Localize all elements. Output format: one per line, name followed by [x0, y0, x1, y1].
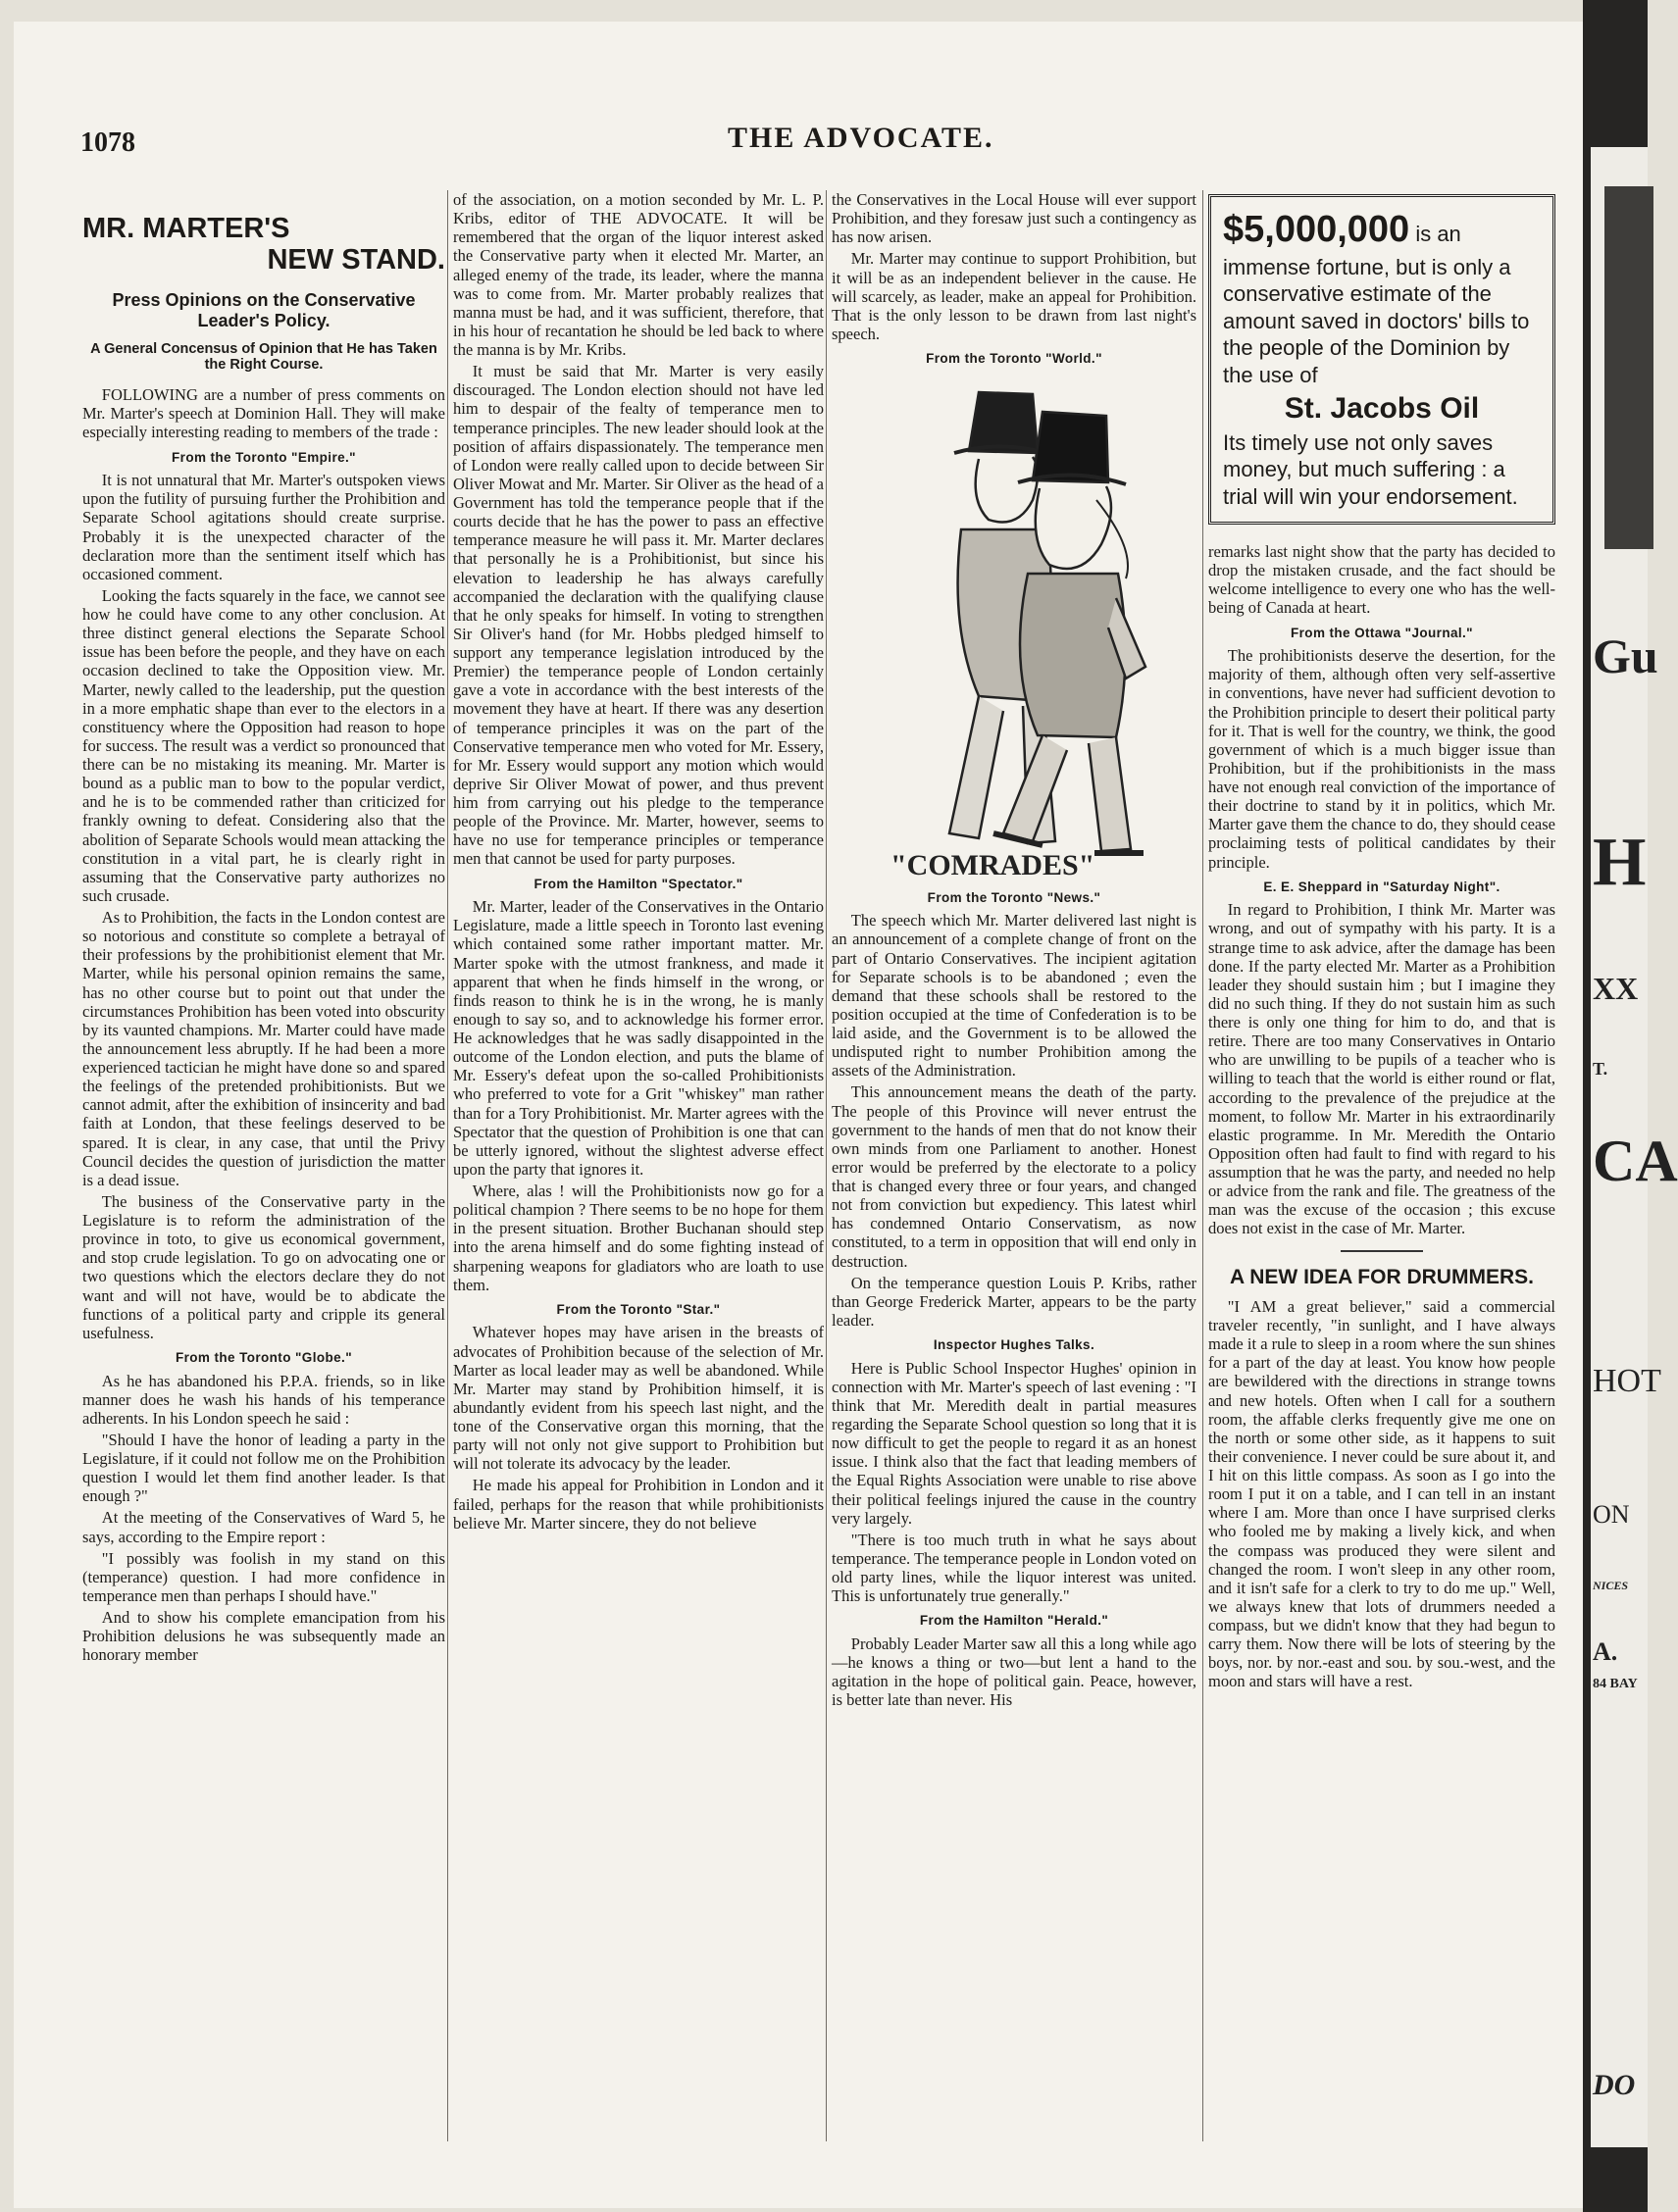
article-subsubtitle: A General Concensus of Opinion that He has Taken the Right Course.: [90, 340, 437, 374]
paragraph: "I AM a great believer," said a commercial traveler recently, "in sunlight, and I have always made it a rule to sleep in a room where the sun shines for a part of the day at least. You know how people are bewildered with the directions in strange towns and new hotels. Often when I call for a southern room, the affable clerks frequently give me one on the north or some other side, as it happens to suit their convenience. I never could be sure about it, and I hit on this little compass. As soon as I go into the room I put it on a table, and I can tell in an instant where I am. More than once I have surprised clerks who fooled me by making a lively kick, and when the compass was produced they were silent and changed the room. I won't sleep in any other room, and it isn't safe for a clerk to try to do me up." Well, we always knew that lots of drummers needed a compass, but we didn't know that they had begun to carry them. Now there will be lots of steering by the boys, nor. by nor.-east and sou. by sou.-west, and the moon and stars will have a rest.: [1208, 1296, 1555, 1691]
headline-line-2: NEW STAND.: [267, 243, 445, 276]
section-divider: [1341, 1250, 1423, 1252]
paragraph: "Should I have the honor of leading a party in the Legislature, if it could not follow me on the Prohibition question I would let them find another leader. Is that enough ?": [82, 1430, 445, 1506]
ad-brand: St. Jacobs Oil: [1284, 392, 1480, 425]
cartoon-illustration: [832, 373, 1196, 882]
neighbor-text: ON: [1593, 1500, 1630, 1529]
column-4: [1208, 190, 1555, 1694]
paragraph: It is not unnatural that Mr. Marter's outspoken views upon the futility of pursuing further the Prohibition and Separate School agitations should create surprise. Probably it is the unexpected character of the declaration more than the sentiment itself which has occasioned comment.: [82, 471, 445, 583]
paragraph: of the association, on a motion seconded by Mr. L. P. Kribs, editor of THE ADVOCATE. It will be remembered that the organ of the liquor interest asked the Conservative party when it elected Mr. Marter, an alleged enemy of the trade, its leader, where the manna was to come from. Mr. Marter probably realizes that manna must be had, and it was sufficient, therefore, that in his hour of recantation he should be led back to where the manna is by Mr. Kribs.: [453, 190, 824, 359]
column-rule: [1202, 190, 1203, 2141]
neighbor-text: T.: [1593, 1059, 1608, 1079]
paragraph: Whatever hopes may have arisen in the breasts of advocates of Prohibition because of the selection of Mr. Marter as local leader may as well be abandoned. While Mr. Marter may stand by Prohibition himself, it is abundantly evident from his speech last night, and the tone of the Conservative organ this morning, that the party will not only not give support to Prohibition but will not tolerate its advocacy by the leader.: [453, 1323, 824, 1474]
paragraph: On the temperance question Louis P. Kribs, rather than George Frederick Marter, appears to be the party leader.: [832, 1273, 1196, 1330]
paragraph: FOLLOWING are a number of press comments on Mr. Marter's speech at Dominion Hall. They will make especially interesting reading to members of the trade :: [82, 385, 445, 442]
column-2: [453, 190, 824, 1535]
column-rule: [447, 190, 448, 2141]
ad-line-3: Its timely use not only saves money, but much suffering : a trial will win your endorsement.: [1223, 429, 1518, 509]
section-heading: From the Toronto "Empire.": [172, 449, 356, 465]
section-heading: From the Toronto "Globe.": [175, 1349, 353, 1365]
section-heading: From the Hamilton "Spectator.": [534, 876, 743, 891]
column-2-body: [453, 190, 824, 1533]
article-headline: [82, 214, 445, 276]
column-rule: [826, 190, 827, 2141]
st-jacobs-oil-advertisement: [1208, 194, 1555, 525]
masthead: THE ADVOCATE.: [728, 122, 994, 154]
column-3: [832, 190, 1196, 1713]
paragraph: The prohibitionists deserve the desertion, for the majority of them, although often very self-assertive in conventions, have never had sufficient devotion to the Prohibition principle to desert their political party for it. That is well for the country, we think, the good government of which is a much bigger issue than Prohibition, but if the prohibitionists in the mass have not enough real conviction of the importance of their doctrine to stand by it in politics, which Mr. Marter gave them the chance to do, they should cease proclaiming tests of political candidates by their principle.: [1208, 646, 1555, 872]
neighbor-text: Gu: [1593, 628, 1658, 683]
paragraph: And to show his complete emancipation from his Prohibition delusions he was subsequently made an honorary member: [82, 1608, 445, 1665]
page-header: [14, 122, 1583, 165]
paragraph: As to Prohibition, the facts in the London contest are so notorious and constitute so complete a betrayal of their professions by the prohibitionist element that Mr. Marter, while his personal opinion remains the same, has no other course but to point out that under the circumstances Prohibition has been voted into obscurity by its vaunted champions. Mr. Marter could have made the announcement less abruptly. If he had been a more experienced tactician he might have done so and spared the feelings of the pretended prohibitionists. But we cannot admit, after the exhibition of insincerity and bad faith at London, that these feelings deserved to be spared. It is clear, in any case, that until the Privy Council decides the question of jurisdiction the matter is a dead issue.: [82, 908, 445, 1189]
column-1-body: [82, 385, 445, 1664]
paragraph: "There is too much truth in what he says about temperance. The temperance people in London voted on old party lines, while the liquor interest was united. This is unfortunately true generally.": [832, 1530, 1196, 1606]
article-headline: A NEW IDEA FOR DRUMMERS.: [1230, 1265, 1534, 1288]
cartoon-caption: "COMRADES": [890, 848, 1095, 881]
paragraph: As he has abandoned his P.P.A. friends, so in like manner does he wash his hands of his temperance adherents. In his London speech he said :: [82, 1371, 445, 1428]
headline-line-1: MR. MARTER'S: [82, 213, 290, 244]
paragraph: At the meeting of the Conservatives of Ward 5, he says, according to the Empire report :: [82, 1508, 445, 1546]
section-heading: E. E. Sheppard in "Saturday Night".: [1263, 879, 1500, 894]
paragraph: Mr. Marter, leader of the Conservatives in the Ontario Legislature, made a little speech in Toronto last evening which contained some rather important matter. Mr. Marter spoke with the utmost frankness, and made it apparent that when he finds himself in the wrong, or finds reason to think he is in the wrong, he is manly enough to say so, and to acknowledge his former error. He acknowledges that he was sadly disappointed in the outcome of the London election, and puts the blame of Mr. Essery's defeat upon the so-called Prohibitionists who preferred to vote for a Grit "whiskey" man rather than for a Tory Prohibitionist. Mr. Marter agrees with the Spectator that the question of Prohibition is one that can be utterly ignored, without the slightest adverse effect upon the party that ignores it.: [453, 897, 824, 1179]
paragraph: It must be said that Mr. Marter is very easily discouraged. The London election should not have led him to despair of the fealty of temperance men to temperance principles. The new leader should look at the position of affairs dispassionately. The temperance men of London were really called upon to decide between Sir Oliver Mowat and Mr. Marter. Sir Oliver as the head of a Government has told the temperance people that if the courts decide that he has the power to pass an effective temperance measure he will pass it. Mr. Marter declares that personally he is a Prohibitionist, but since his elevation to leadership he has always carefully accompanied the declaration with the qualifying clause that he only speaks for himself. In voting to strengthen Sir Oliver's hand (for Mr. Hobbs pledged himself to support any temperance legislation introduced by the Premier) the temperance people of London certainly gave a vote in accordance with the best interests of the movement they have at heart. If there was any desertion of temperance principles it was on the part of the Conservative temperance men who voted for Mr. Essery, for Mr. Essery would support any motion which would deprive Sir Oliver Mowat of power, and thus prevent him from carrying out his pledge to the temperance people of the Province. Mr. Marter, however, seems to have no use for temperance principles or temperance men that cannot be used for party purposes.: [453, 362, 824, 869]
page-number: 1078: [80, 127, 135, 158]
paragraph: This announcement means the death of the party. The people of this Province will never entrust the government to the hands of men that do not know their own minds from one Parliament to another. Honest error would be preferred by the electorate to a policy that is changed every three or four years, and changed not from conviction but expediency. This latest whirl has condemned Ontario Conservatism, as now constituted, to a term in opposition that will end only in destruction.: [832, 1082, 1196, 1271]
paragraph: The speech which Mr. Marter delivered last night is an announcement of a complete change of front on the part of Ontario Conservatives. The incipient agitation for Separate schools is to be abandoned ; even the demand that these schools shall be restored to the position occupied at the time of Confederation is to be laid aside, and the Government is to be allowed the undisputed right to number Prohibition among the assets of the Administration.: [832, 911, 1196, 1081]
neighbor-text: HOT: [1593, 1363, 1661, 1399]
ad-amount: $5,000,000: [1223, 209, 1410, 250]
column-4-body: [1208, 542, 1555, 1691]
section-heading: From the Toronto "News.": [927, 889, 1101, 905]
column-3-body-top: [832, 190, 1196, 367]
section-heading: From the Hamilton "Herald.": [919, 1613, 1109, 1629]
paragraph: "I possibly was foolish in my stand on this (temperance) question. I had more confidence in temperance men than perhaps I should have.": [82, 1548, 445, 1605]
neighbor-page-edge: [1591, 147, 1678, 2147]
paragraph: remarks last night show that the party has decided to drop the mistaken crusade, and the fact should be welcome intelligence to every one who has the well-being of Canada at heart.: [1208, 542, 1555, 618]
section-heading: From the Toronto "Star.": [556, 1301, 721, 1317]
section-heading: From the Ottawa "Journal.": [1291, 625, 1473, 640]
paragraph: Here is Public School Inspector Hughes' opinion in connection with Mr. Marter's speech of last evening : "I think that Mr. Meredith dealt in partial measures regarding the Separate School question so long that it is now difficult to get the people to regard it as an honest issue. I think also that the fact that leading members of the Equal Rights Association were unable to rise above their political feelings injured the cause in the country very largely.: [832, 1358, 1196, 1528]
neighbor-page-image: [1604, 186, 1653, 549]
paragraph: He made his appeal for Prohibition in London and it failed, perhaps for the reason that while prohibitionists believe Mr. Marter sincere, they do not believe: [453, 1476, 824, 1533]
neighbor-text: CA: [1593, 1129, 1678, 1193]
paragraph: Mr. Marter may continue to support Prohibition, but it will be as an independent believer in the cause. He will scarcely, as leader, make an appeal for Prohibition. That is the only lesson to be drawn from last night's speech.: [832, 249, 1196, 343]
section-heading: Inspector Hughes Talks.: [933, 1337, 1095, 1353]
column-3-body-bottom: [832, 890, 1196, 1710]
neighbor-text: DO: [1593, 2069, 1636, 2101]
neighbor-text: 84 BAY: [1593, 1677, 1638, 1691]
section-heading: From the Toronto "World.": [926, 351, 1102, 366]
ad-line-2: fortune, but is only a conservative estimate of the amount saved in doctors' bills to the people of the Dominion by the use of: [1223, 254, 1530, 387]
paragraph: the Conservatives in the Local House will ever support Prohibition, and they foresaw just such a contingency as has now arisen.: [832, 190, 1196, 247]
paragraph: The business of the Conservative party in the Legislature is to reform the administration of the province in toto, to give us economical government, and stop crude legislation. To go on advocating one or two questions which the electors declare they do not want and will not have, would be to abdicate the functions of a political party and cripple its general usefulness.: [82, 1191, 445, 1342]
paragraph: Looking the facts squarely in the face, we cannot see how he could have come to any other conclusion. At three distinct general elections the Separate School issue has been before the people, and they have on each occasion declined to take the Opposition view. Mr. Marter, newly called to the leadership, put the question in a more emphatic shape than ever to the electors in a constituency where the Opposition had reason to hope for success. The result was a verdict so pronounced that there can be no mistaking its meaning. Mr. Marter is bound as a public man to bow to the popular verdict, and he is to be commended rather than criticized for frankly owning to defeat. Considering also that the abolition of Separate Schools would mean attacking the constitution in a vital part, he is clearly right in assuming that the Conservative party authorizes no such crusade.: [82, 585, 445, 905]
article-subtitle: Press Opinions on the Conservative Leader's Policy.: [112, 289, 416, 330]
paragraph: Where, alas ! will the Prohibitionists now go for a political champion ? There seems to be no hope for them in the present situation. Brother Buchanan should step into the arena himself and do some fighting instead of sharpening weapons for gladiators who are loath to use them.: [453, 1181, 824, 1294]
newspaper-page: [14, 22, 1583, 2208]
paragraph: In regard to Prohibition, I think Mr. Marter was wrong, and out of sympathy with his party. It is a strange time to ask advice, after the damage has been done. If the party elected Mr. Marter as a Prohibition leader they should sustain him ; but I imagine they did no such thing. If they do not sustain him as such there is only one thing for him to do, and that is retire. There are too many Conservatives in Ontario who are unwilling to be pupils of a teacher who is willing to teach that the world is either round or flat, according to the prevalence of the prejudice at the moment, to follow Mr. Marter in his extraordinarily elastic programme. In Mr. Meredith the Ontario Opposition often had fault to find with regard to his assumption that he was the party, and needed no help or advice from the rank and file. The greatness of the man was the excuse of the occasion ; this excuse does not exist in the case of Mr. Marter.: [1208, 900, 1555, 1238]
comrades-cartoon: [832, 373, 1196, 882]
ad-line-1: is an immense: [1223, 222, 1461, 279]
column-1: [82, 190, 445, 1667]
neighbor-text: NICES: [1593, 1579, 1629, 1592]
neighbor-text: H: [1593, 825, 1647, 900]
neighbor-text: A.: [1593, 1637, 1618, 1666]
paragraph: Probably Leader Marter saw all this a long while ago—he knows a thing or two—but lent a hand to the agitation in the hope of political gain. Peace, however, is better late than never. His: [832, 1634, 1196, 1710]
neighbor-text: XX: [1593, 971, 1639, 1006]
